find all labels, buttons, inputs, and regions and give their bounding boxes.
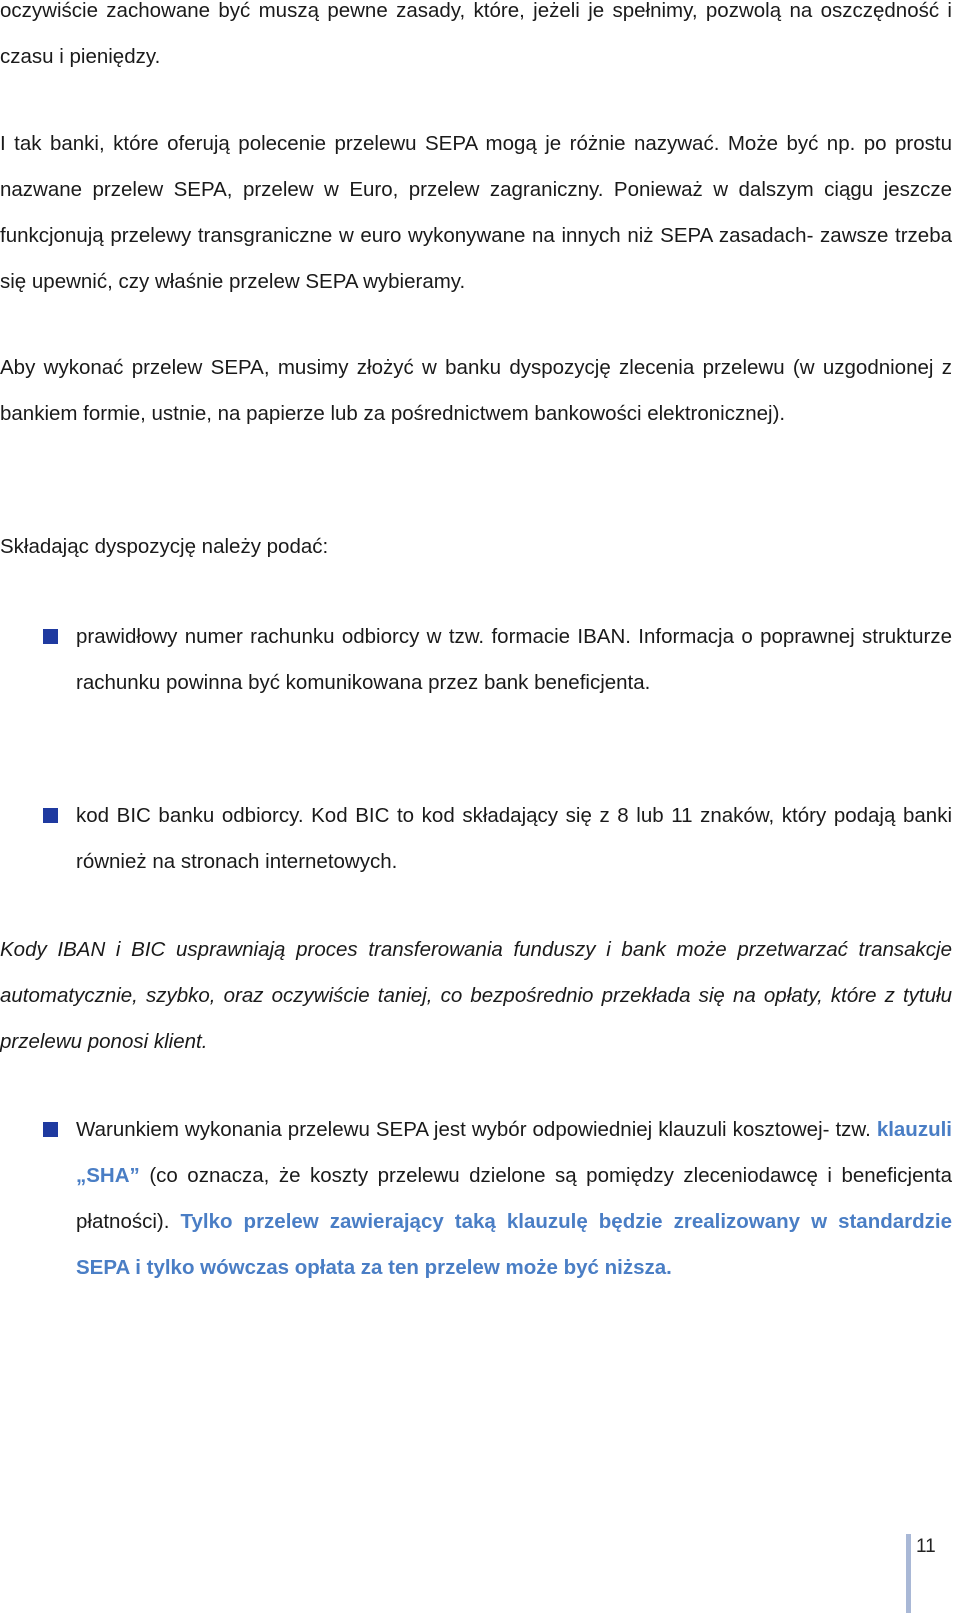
bullet-iban: prawidłowy numer rachunku odbiorcy w tzw. formacie IBAN. Informacja o poprawnej strukturze rachunku powinna być komunikowana przez bank beneficjenta. xyxy=(76,625,952,694)
bullet-bic: kod BIC banku odbiorcy. Kod BIC to kod składający się z 8 lub 11 znaków, który podają banki również na stronach internetowych. xyxy=(76,804,952,873)
paragraph-iban-bic-benefits: Kody IBAN i BIC usprawniają proces transferowania funduszy i bank może przetwarzać transakcje automatycznie, szybko, oraz oczywiście taniej, co bezpośrednio przekłada się na opłaty, które z tytułu przelewu ponosi klient. xyxy=(0,938,952,1053)
bullet-square-icon xyxy=(43,629,58,644)
paragraph-bank-naming: I tak banki, które oferują polecenie przelewu SEPA mogą je różnie nazywać. Może być np. po prostu nazwane przelew SEPA, przelew w Euro, przelew zagraniczny. Ponieważ w dalszym ciągu jeszcze funkcjonują przelewy transgraniczne w euro wykonywane na innych niż SEPA zasadach- zawsze trzeba się upewnić, czy właśnie przelew SEPA wybieramy. xyxy=(0,132,952,293)
sha-text-1: Warunkiem wykonania przelewu SEPA jest wybór odpowiedniej klauzuli kosztowej- tzw. xyxy=(76,1118,871,1141)
bullet-square-icon xyxy=(43,808,58,823)
page-number: 11 xyxy=(916,1536,936,1557)
paragraph-intro: oczywiście zachowane być muszą pewne zasady, które, jeżeli je spełnimy, pozwolą na oszczędność i czasu i pieniędzy. xyxy=(0,0,952,68)
sepa-standard-highlight: Tylko przelew zawierający taką klauzulę będzie zrealizowany w standardzie SEPA i tylko wówczas opłata za ten przelew może być niższa. xyxy=(76,1210,952,1279)
bullet-sha-clause xyxy=(76,1107,952,1291)
paragraph-requirements-intro: Składając dyspozycję należy podać: xyxy=(0,535,329,558)
bullet-square-icon xyxy=(43,1122,58,1137)
paragraph-how-to-transfer: Aby wykonać przelew SEPA, musimy złożyć w banku dyspozycję zlecenia przelewu (w uzgodnionej z bankiem formie, ustnie, na papierze lub za pośrednictwem bankowości elektronicznej). xyxy=(0,356,952,425)
sha-text-2: (co oznacza, że koszty przelewu dzielone są pomiędzy zleceniodawcę i beneficjenta płatności). xyxy=(76,1164,953,1233)
sha-clause-highlight: klauzuli „SHA” xyxy=(76,1118,952,1187)
page-number-rule xyxy=(906,1534,911,1613)
